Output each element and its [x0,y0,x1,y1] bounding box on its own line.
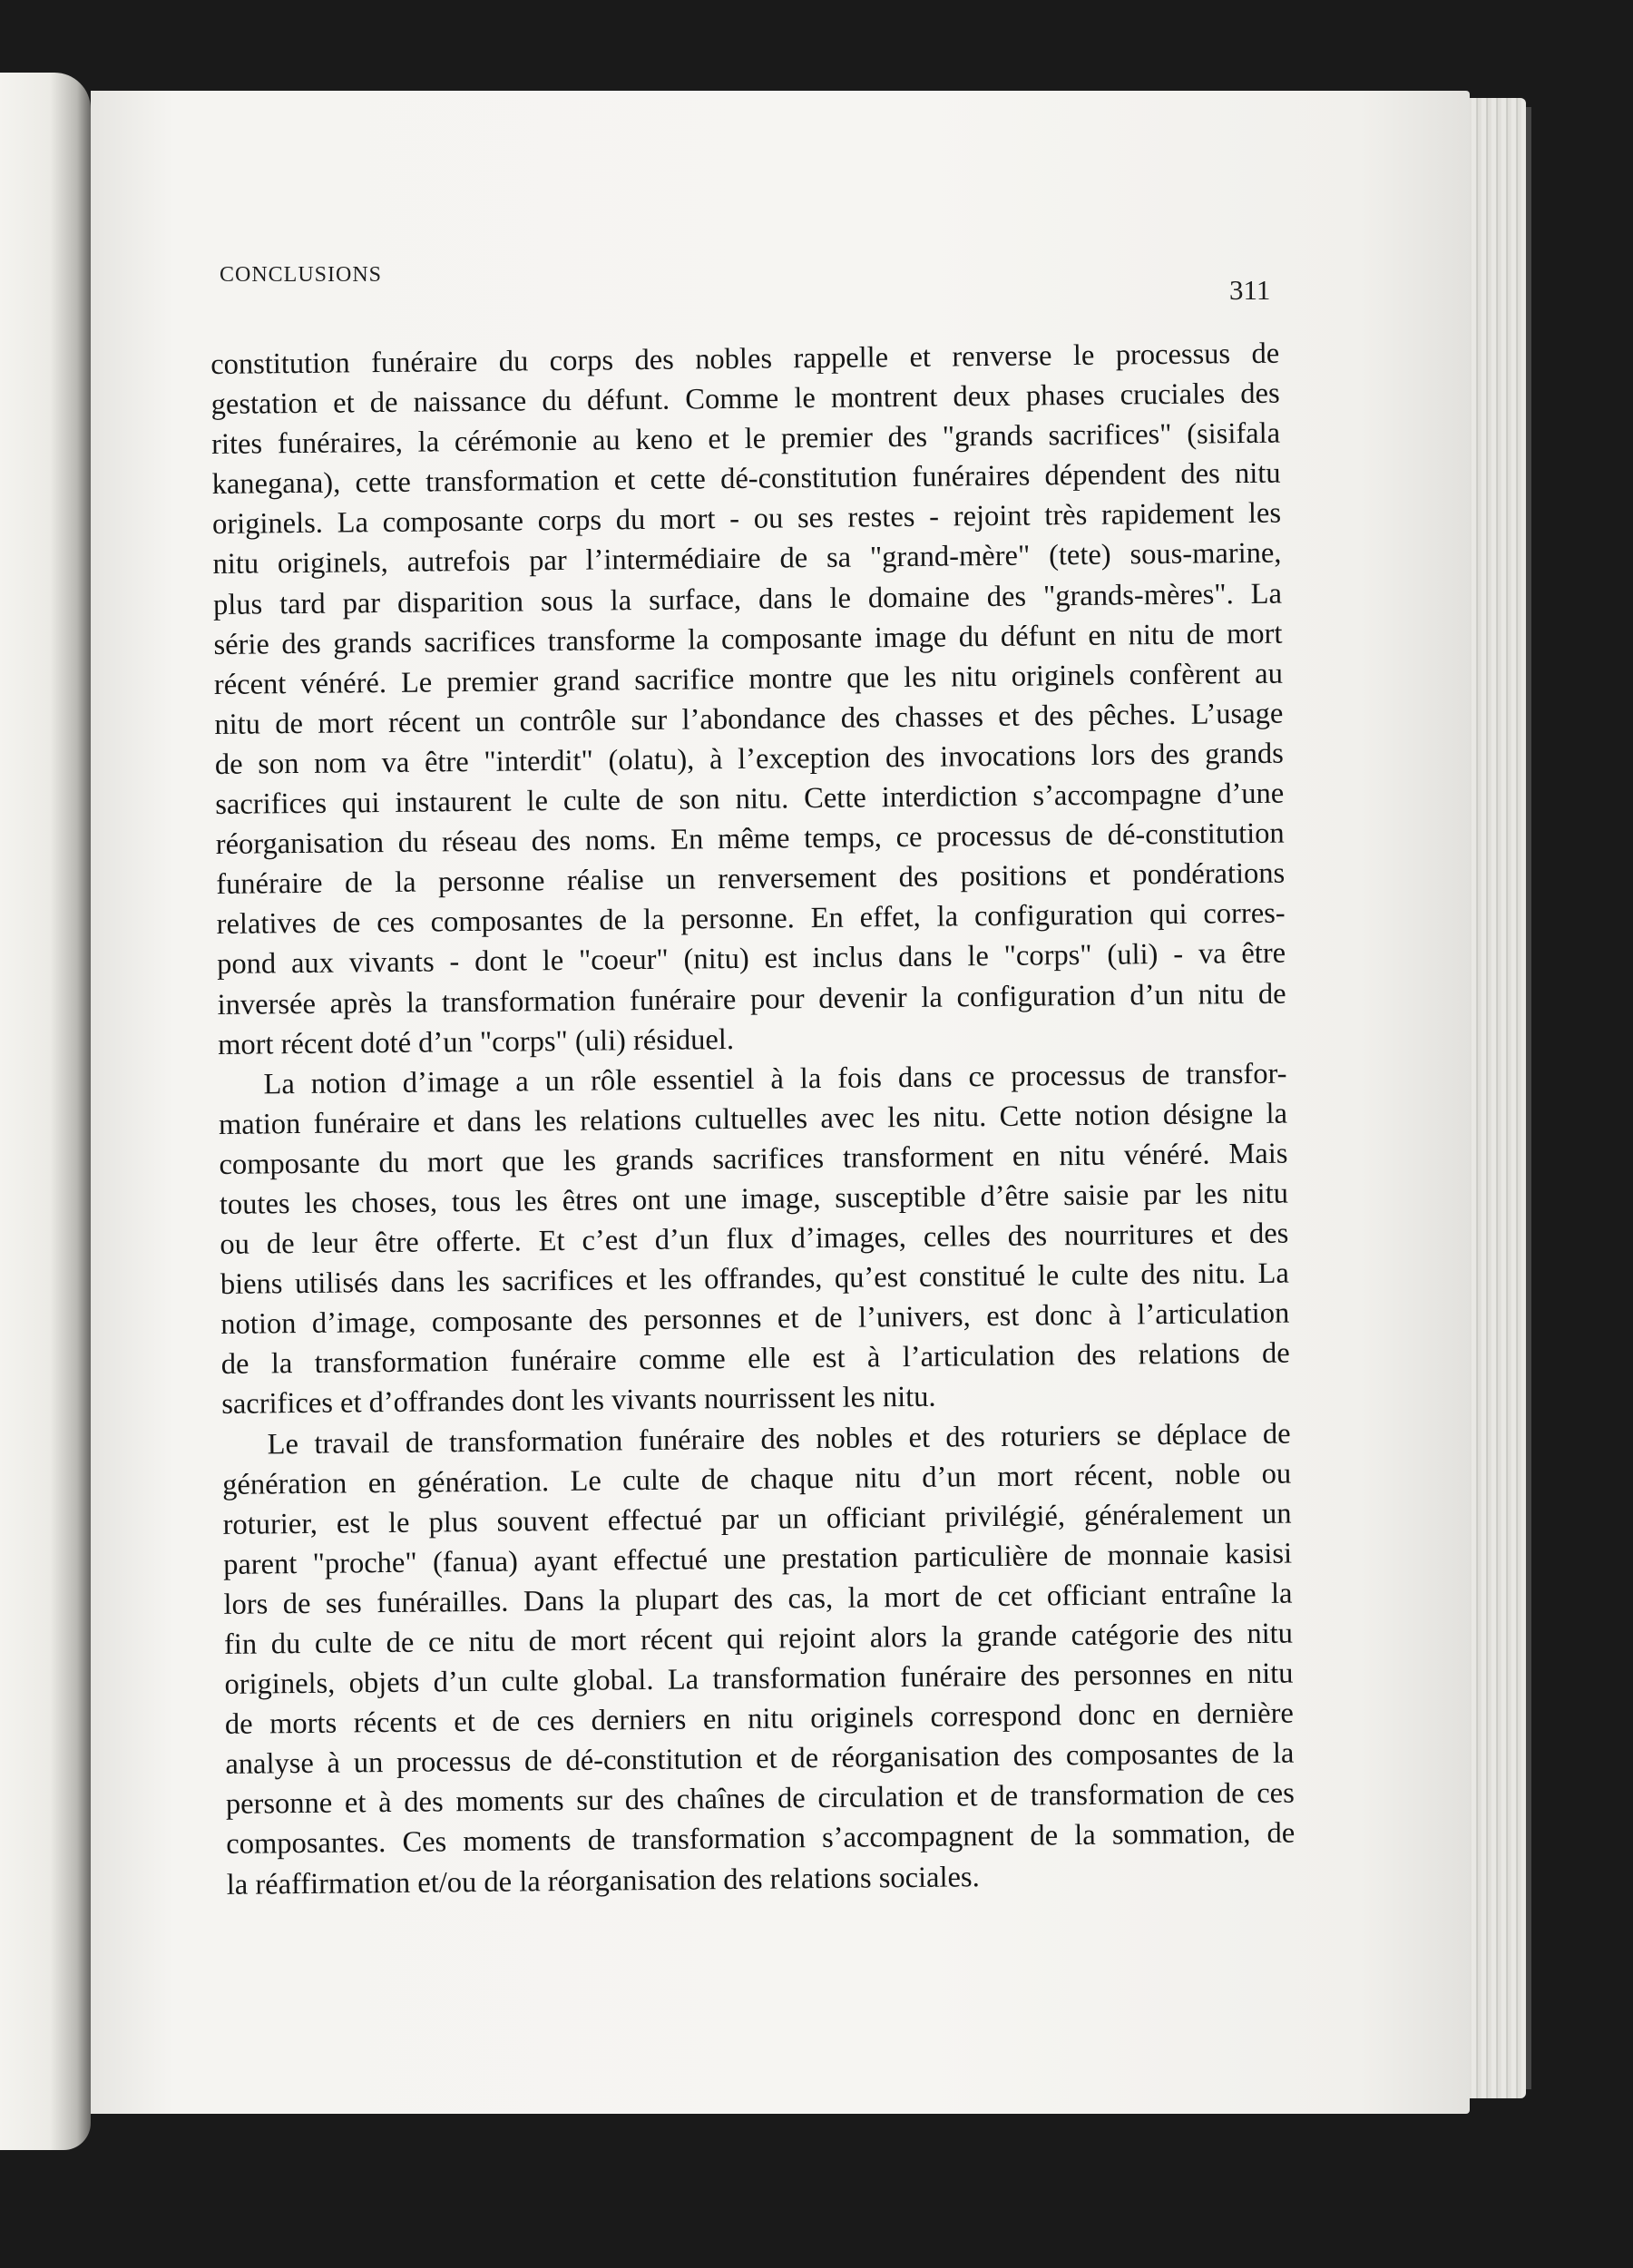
text-line: originels. La composante corps du mort - ou ses restes - rejoint très rapidement les [211,497,1282,542]
text-line: génération en génération. Le culte de chaque nitu d’un mort récent, noble ou [221,1457,1292,1501]
text-line: kanegana), cette transformation et cette dé-constitution funéraires dépendent des nitu [211,456,1281,502]
text-line: inversée après la transformation funéraire pour devenir la configuration d’un nitu de [217,977,1286,1022]
text-line: personne et à des moments sur des chaînes de circulation et de transformation de ces [225,1776,1295,1822]
running-head: CONCLUSIONS [220,263,383,287]
text-line: de la transformation funéraire comme elle est à l’articulation des relations de [220,1336,1290,1382]
text-line: nitu originels, autrefois par l’intermédiaire de sa "grand-mère" (tete) sous-marine, [212,537,1282,582]
text-line: roturier, est le plus souvent effectué par un officiant privilégié, généralement un [222,1497,1292,1541]
body-text [210,334,1296,1905]
text-line: constitution funéraire du corps des nobles rappelle et renverse le processus de [210,337,1280,381]
text-line: gestation et de naissance du défunt. Comme le montrent deux phases cruciales des [210,376,1280,422]
text-line: la réaffirmation et/ou de la réorganisation des relations sociales. [226,1860,980,1901]
text-line: composantes. Ces moments de transformation s’accompagnent de la sommation, de [226,1817,1296,1862]
text-line: analyse à un processus de dé-constitution et de réorganisation des composantes de la [225,1736,1295,1782]
facing-page-edge [0,73,91,2150]
page-number: 311 [1229,274,1271,306]
text-line: ou de leur être offerte. Et c’est d’un flux d’images, celles des nourritures et des [220,1217,1289,1262]
text-line: de son nom va être "interdit" (olatu), à l’exception des invocations lors des grands [214,737,1284,781]
text-line: sacrifices et d’offrandes dont les vivants nourrissent les nitu. [221,1381,936,1422]
page-stack-shadow [1526,107,1531,2089]
text-line: série des grands sacrifices transforme la composante image du défunt en nitu de mort [213,617,1283,661]
text-line: parent "proche" (fanua) ayant effectué une prestation particulière de monnaie kasisi [222,1537,1293,1581]
text-line: mation funéraire et dans les relations cultuelles avec les nitu. Cette notion désigne la [218,1097,1288,1141]
text-line: relatives de ces composantes de la personne. En effet, la configuration qui corres- [216,896,1286,942]
text-line: originels, objets d’un culte global. La transformation funéraire des personnes en nitu [224,1657,1294,1702]
text-line: biens utilisés dans les sacrifices et les offrandes, qu’est constitué le culte des nitu. La [220,1256,1289,1302]
text-line: La notion d’image a un rôle essentiel à la fois dans ce processus de transfor- [263,1057,1287,1101]
text-line: lors de ses funérailles. Dans la plupart des cas, la mort de cet officiant entraîne la [223,1577,1293,1621]
text-line: composante du mort que les grands sacrifices transforment en nitu vénéré. Mais [219,1137,1288,1181]
text-line: toutes les choses, tous les êtres ont une image, susceptible d’être saisie par les nitu [219,1177,1289,1221]
text-line: de morts récents et de ces derniers en nitu originels correspond donc en dernière [224,1696,1295,1742]
text-line: funéraire de la personne réalise un renversement des positions et pondérations [216,856,1286,902]
text-line: Le travail de transformation funéraire des nobles et des roturiers se déplace de [267,1417,1291,1461]
text-line: récent vénéré. Le premier grand sacrifice montre que les nitu originels confèrent au [213,657,1284,701]
text-line: sacrifices qui instaurent le culte de son nitu. Cette interdiction s’accompagne d’une [215,777,1285,822]
text-line: pond aux vivants - dont le "coeur" (nitu) est inclus dans le "corps" (uli) - va être [216,937,1286,982]
text-line: réorganisation du réseau des noms. En même temps, ce processus de dé-constitution [215,816,1285,862]
text-line: fin du culte de ce nitu de mort récent qui rejoint alors la grande catégorie des nitu [223,1617,1294,1661]
text-line: nitu de mort récent un contrôle sur l’abondance des chasses et des pêches. L’usage [214,697,1284,741]
text-line: notion d’image, composante des personnes et de l’univers, est donc à l’articulation [220,1296,1290,1342]
text-line: plus tard par disparition sous la surface, dans le domaine des "grands-mères". La [212,577,1283,621]
text-line: mort récent doté d’un "corps" (uli) résiduel. [217,1022,735,1061]
text-line: rites funéraires, la cérémonie au keno et le premier des "grands sacrifices" (sisifala [210,416,1281,462]
